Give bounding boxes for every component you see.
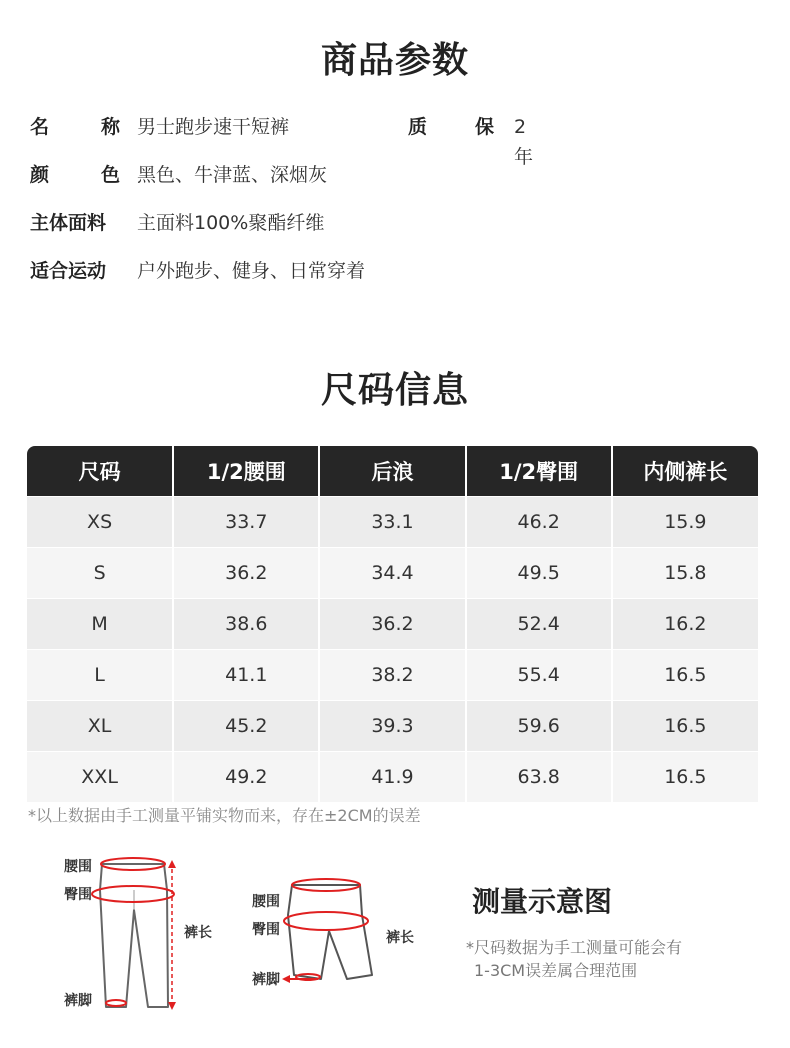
param-value-color: 黑色、牛津蓝、深烟灰 [137, 164, 328, 186]
size-table [27, 446, 758, 802]
table-cell: 16.5 [612, 752, 758, 803]
table-cell: 49.5 [466, 548, 612, 599]
shorts-hem-label: 裤脚 [252, 972, 280, 988]
table-row [27, 599, 758, 650]
table-row [27, 650, 758, 701]
table-row [27, 752, 758, 803]
table-cell: 16.2 [612, 599, 758, 650]
pants-hem-label: 裤脚 [64, 993, 92, 1009]
table-cell: 33.7 [173, 497, 319, 548]
param-label-name: 名 称 [30, 116, 120, 138]
measure-note-line2: 1-3CM误差属合理范围 [474, 961, 638, 980]
pants-waist-label: 腰围 [64, 859, 92, 875]
shorts-diagram [250, 875, 430, 995]
measure-note [466, 936, 682, 982]
table-cell: 36.2 [173, 548, 319, 599]
table-cell: 45.2 [173, 701, 319, 752]
table-cell: XL [27, 701, 173, 752]
table-cell: 46.2 [466, 497, 612, 548]
pants-diagram [60, 850, 240, 1020]
table-row [27, 701, 758, 752]
header-size: 尺码 [27, 446, 173, 497]
shorts-hip-label: 臀围 [252, 922, 280, 938]
shorts-length-label: 裤长 [386, 930, 414, 946]
param-label-material: 主体面料 [30, 212, 107, 234]
param-value-material: 主面料100%聚酯纤维 [137, 212, 325, 234]
table-cell: 38.6 [173, 599, 319, 650]
header-half-waist: 1/2腰围 [173, 446, 319, 497]
table-cell: 36.2 [319, 599, 465, 650]
measure-note-line1: *尺码数据为手工测量可能会有 [466, 938, 683, 957]
table-cell: 52.4 [466, 599, 612, 650]
param-value-sport: 户外跑步、健身、日常穿着 [137, 260, 366, 282]
table-cell: XXL [27, 752, 173, 803]
table-cell: 33.1 [319, 497, 465, 548]
table-cell: 59.6 [466, 701, 612, 752]
table-cell: 16.5 [612, 650, 758, 701]
param-label-sport: 适合运动 [30, 260, 107, 282]
param-value-name: 男士跑步速干短裤 [137, 116, 290, 138]
table-cell: 15.9 [612, 497, 758, 548]
param-value-warranty: 2年 [514, 116, 534, 168]
table-cell: 15.8 [612, 548, 758, 599]
header-inseam: 内侧裤长 [612, 446, 758, 497]
table-cell: 63.8 [466, 752, 612, 803]
header-back-rise: 后浪 [319, 446, 465, 497]
table-cell: 34.4 [319, 548, 465, 599]
table-row [27, 548, 758, 599]
table-cell: S [27, 548, 173, 599]
table-row [27, 497, 758, 548]
table-cell: 16.5 [612, 701, 758, 752]
param-label-warranty: 质 保 [408, 116, 494, 138]
header-half-hip: 1/2臀围 [466, 446, 612, 497]
table-cell: 55.4 [466, 650, 612, 701]
table-cell: L [27, 650, 173, 701]
table-note: *以上数据由手工测量平铺实物而来，存在±2CM的误差 [28, 806, 421, 825]
table-cell: 38.2 [319, 650, 465, 701]
table-cell: 41.9 [319, 752, 465, 803]
table-cell: 41.1 [173, 650, 319, 701]
table-cell: 49.2 [173, 752, 319, 803]
table-cell: M [27, 599, 173, 650]
size-info-title: 尺码信息 [320, 370, 469, 411]
pants-length-label: 裤长 [184, 925, 212, 941]
table-cell: 39.3 [319, 701, 465, 752]
param-label-color: 颜 色 [30, 164, 120, 186]
shorts-waist-label: 腰围 [252, 894, 280, 910]
pants-hip-label: 臀围 [64, 887, 92, 903]
params-title: 商品参数 [320, 40, 469, 81]
table-cell: XS [27, 497, 173, 548]
measure-diagram-title: 测量示意图 [472, 885, 613, 918]
size-table-header [27, 446, 758, 497]
